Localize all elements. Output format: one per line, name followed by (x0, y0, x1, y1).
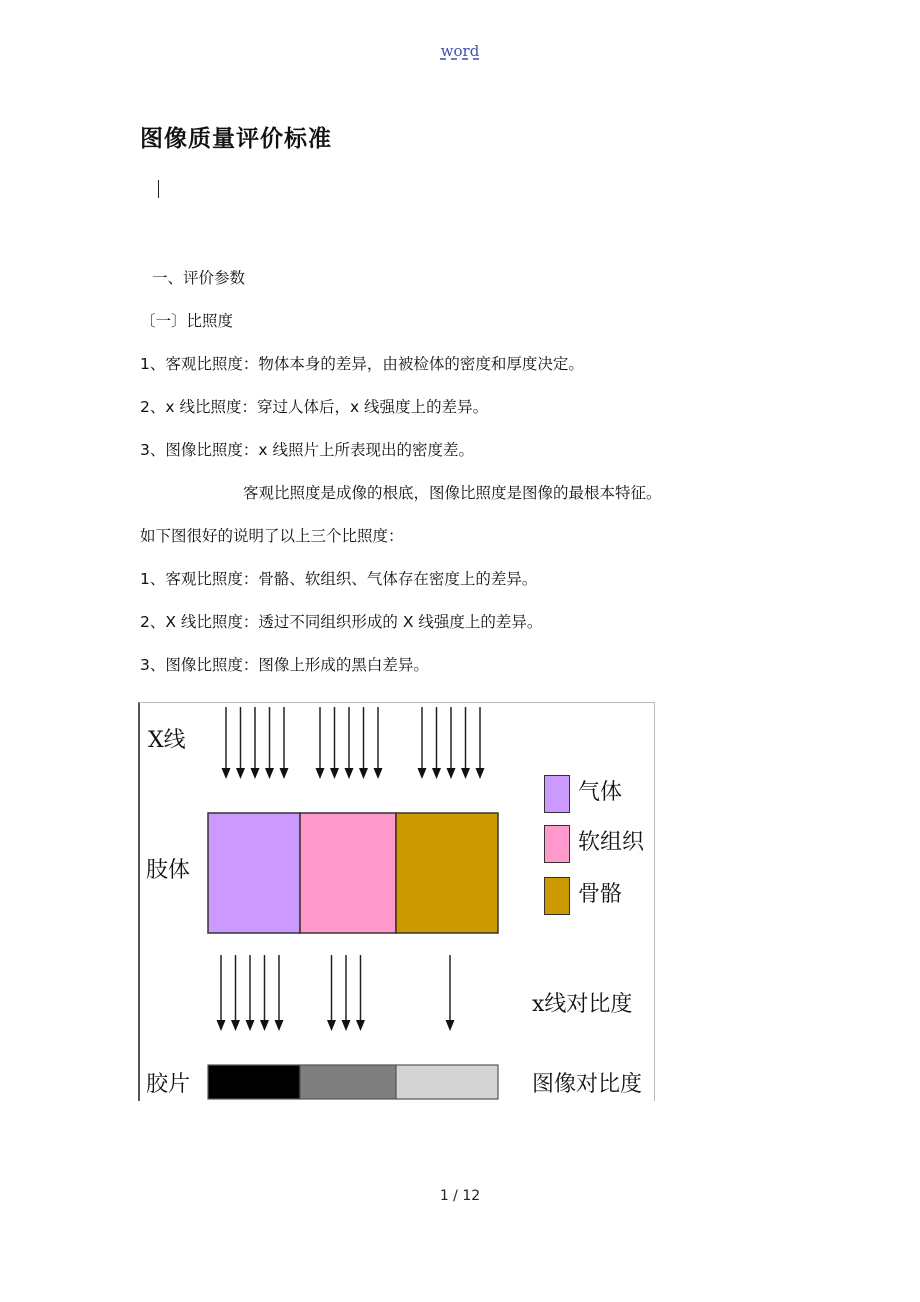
transmitted-arrow-head (446, 1020, 455, 1031)
paragraph-line: 2、X 线比照度：透过不同组织形成的 X 线强度上的差异。 (140, 613, 543, 631)
legend-swatch-gas (544, 775, 570, 813)
incoming-arrow-head (236, 768, 245, 779)
image-contrast-label: 图像对比度 (532, 1072, 643, 1097)
incoming-arrow-head (432, 768, 441, 779)
paragraph-line: 3、图像比照度：图像上形成的黑白差异。 (140, 656, 429, 674)
incoming-arrow-head (280, 768, 289, 779)
body-slab-0 (208, 813, 300, 933)
incoming-arrow-head (222, 768, 231, 779)
transmitted-arrow-head (246, 1020, 255, 1031)
film-segment-0 (208, 1065, 300, 1099)
incoming-arrow-head (316, 768, 325, 779)
paragraph-line: 客观比照度是成像的根底，图像比照度是图像的最根本特征。 (243, 484, 662, 502)
incoming-arrow-head (251, 768, 260, 779)
subsection-heading: 〔一〕比照度 (140, 312, 234, 330)
body-slab-2 (396, 813, 498, 933)
transmitted-arrow-head (260, 1020, 269, 1031)
legend-swatch-bone (544, 877, 570, 915)
legend-swatch-soft-tissue (544, 825, 570, 863)
paragraph-line: 2、x 线比照度：穿过人体后，x 线强度上的差异。 (140, 398, 489, 416)
legend-label-bone: 骨骼 (578, 882, 623, 907)
incoming-arrow-head (359, 768, 368, 779)
section-heading: 一、评价参数 (152, 269, 246, 287)
body-slab-1 (300, 813, 396, 933)
transmitted-arrow-head (327, 1020, 336, 1031)
incoming-arrow-head (461, 768, 470, 779)
contrast-diagram (138, 702, 655, 1101)
body-label: 肢体 (146, 858, 191, 883)
incoming-arrow-head (345, 768, 354, 779)
header-word-link[interactable]: word (440, 42, 480, 60)
paragraph-line: 3、图像比照度：x 线照片上所表现出的密度差。 (140, 441, 474, 459)
transmitted-arrow-head (356, 1020, 365, 1031)
incoming-arrow-head (265, 768, 274, 779)
transmitted-arrow-head (217, 1020, 226, 1031)
text-cursor (158, 180, 159, 198)
paragraph-line: 1、客观比照度：物体本身的差异，由被检体的密度和厚度决定。 (140, 355, 584, 373)
transmitted-arrow-head (231, 1020, 240, 1031)
transmitted-arrow-head (275, 1020, 284, 1031)
film-segment-1 (300, 1065, 396, 1099)
transmitted-arrow-head (342, 1020, 351, 1031)
incoming-arrow-head (330, 768, 339, 779)
xray-contrast-label: x线对比度 (532, 992, 633, 1017)
page-indicator: 1 / 12 (439, 1188, 481, 1204)
film-segment-2 (396, 1065, 498, 1099)
incoming-arrow-head (418, 768, 427, 779)
incoming-arrow-head (447, 768, 456, 779)
legend-label-gas: 气体 (578, 780, 623, 805)
incoming-arrow-head (374, 768, 383, 779)
legend-label-soft-tissue: 软组织 (578, 830, 645, 855)
incoming-arrow-head (476, 768, 485, 779)
paragraph-line: 1、客观比照度：骨骼、软组织、气体存在密度上的差异。 (140, 570, 538, 588)
diagram-graphics (140, 703, 654, 1101)
document-title: 图像质量评价标准 (140, 126, 332, 152)
film-label: 胶片 (146, 1072, 191, 1097)
xray-label: X线 (148, 728, 186, 753)
paragraph-line: 如下图很好的说明了以上三个比照度： (140, 527, 404, 545)
